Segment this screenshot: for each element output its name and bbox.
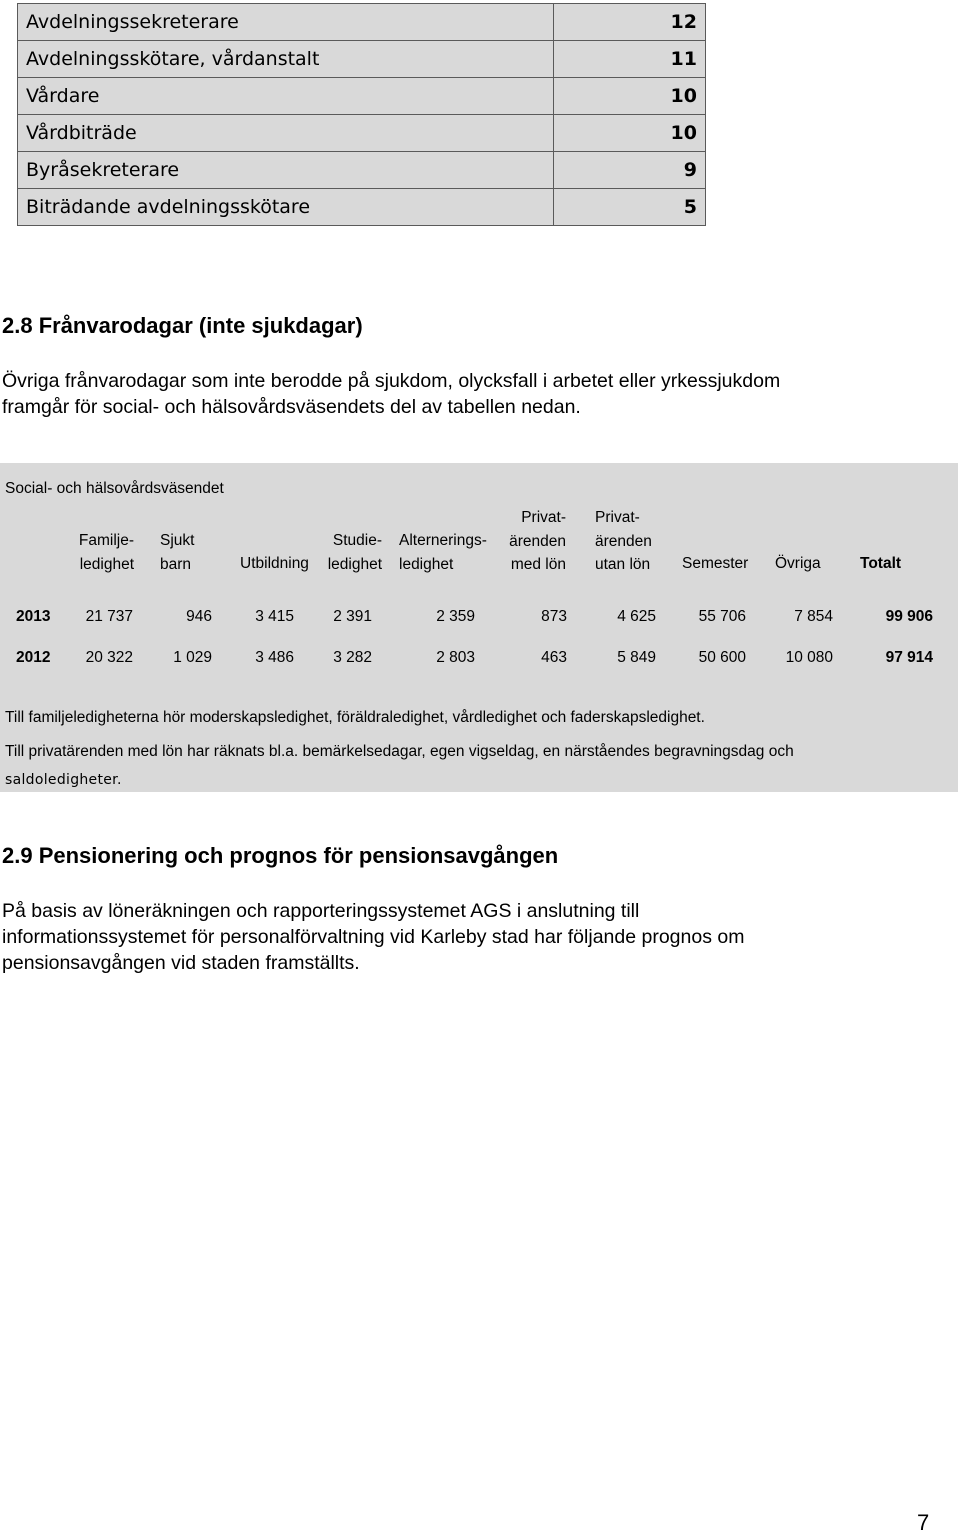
table-row: [18, 152, 706, 189]
header-utbildning: Utbildning: [240, 555, 309, 572]
header-sjukt-barn: Sjukt barn: [160, 532, 195, 573]
page-number: 7: [917, 1510, 930, 1535]
cell-privat-med: 873: [541, 608, 567, 625]
row-year: 2013: [16, 608, 51, 625]
cell-privat-utan: 4 625: [617, 608, 656, 625]
header-familje: Familje- ledighet: [78, 532, 134, 573]
table-row: [18, 78, 706, 115]
cell-totalt: 97 914: [885, 649, 933, 666]
section-2-9-text: [2, 898, 952, 976]
cell-utbildning: 3 415: [255, 608, 294, 625]
table-row: [18, 115, 706, 152]
occupation-name: Vårdbiträde: [18, 115, 554, 152]
section-heading-2-9: 2.9 Pensionering och prognos för pensionsavgången: [2, 843, 559, 868]
occupation-name: Avdelningsskötare, vårdanstalt: [18, 41, 554, 78]
cell-privat-utan: 5 849: [617, 649, 656, 666]
occupation-count: 5: [554, 189, 706, 226]
header-alternering: Alternerings- ledighet: [399, 532, 487, 573]
occupation-name: Avdelningssekreterare: [18, 4, 554, 41]
occupation-name: Byråsekreterare: [18, 152, 554, 189]
footnote-familjeledighet: Till familjeledigheterna hör moderskapsledighet, föräldraledighet, vårdledighet och faderskapsledighet.: [5, 709, 705, 726]
cell-totalt: 99 906: [885, 608, 933, 625]
cell-ovriga: 7 854: [794, 608, 833, 625]
header-privat-utan-lon: Privat- ärenden utan lön: [595, 509, 652, 573]
occupation-count: 10: [554, 78, 706, 115]
header-semester: Semester: [682, 555, 749, 572]
table-row: [18, 189, 706, 226]
cell-privat-med: 463: [541, 649, 567, 666]
text-line: Övriga frånvarodagar som inte berodde på sjukdom, olycksfall i arbetet eller yrkessjukdom: [2, 370, 781, 392]
cell-utbildning: 3 486: [255, 649, 294, 666]
cell-alternering: 2 803: [436, 649, 475, 666]
cell-semester: 50 600: [698, 649, 746, 666]
cell-sjukt: 946: [186, 608, 212, 625]
table-row: [18, 4, 706, 41]
occupation-count: 11: [554, 41, 706, 78]
header-privat-med-lon: Privat- ärenden med lön: [509, 509, 566, 573]
section-2-8-text: [2, 368, 952, 420]
cell-semester: 55 706: [698, 608, 746, 625]
stats-title: Social- och hälsovårdsväsendet: [5, 480, 224, 497]
footnote-saldoledigheter: saldoledigheter.: [5, 772, 122, 788]
cell-familje: 21 737: [85, 608, 133, 625]
header-ovriga: Övriga: [775, 555, 821, 572]
text-line: pensionsavgången vid staden framställts.: [2, 952, 360, 974]
occupation-count: 10: [554, 115, 706, 152]
occupation-name: Biträdande avdelningsskötare: [18, 189, 554, 226]
occupation-count: 9: [554, 152, 706, 189]
absence-stats-box: [0, 463, 958, 792]
section-heading-2-8: 2.8 Frånvarodagar (inte sjukdagar): [2, 313, 363, 338]
occupation-name: Vårdare: [18, 78, 554, 115]
text-line: framgår för social- och hälsovårdsväsendets del av tabellen nedan.: [2, 396, 581, 418]
cell-studie: 3 282: [333, 649, 372, 666]
cell-familje: 20 322: [85, 649, 133, 666]
cell-alternering: 2 359: [436, 608, 475, 625]
header-studie: Studie- ledighet: [327, 532, 382, 573]
header-totalt: Totalt: [860, 555, 902, 572]
cell-ovriga: 10 080: [785, 649, 833, 666]
footnote-privatarenden: Till privatärenden med lön har räknats bl.a. bemärkelsedagar, egen vigseldag, en närståendes begravningsdag och: [5, 743, 794, 760]
text-line: På basis av löneräkningen och rapporteringssystemet AGS i anslutning till: [2, 900, 640, 922]
table-row: [18, 41, 706, 78]
cell-sjukt: 1 029: [173, 649, 212, 666]
occupation-table: [17, 3, 706, 226]
cell-studie: 2 391: [333, 608, 372, 625]
occupation-count: 12: [554, 4, 706, 41]
row-year: 2012: [16, 649, 51, 666]
text-line: informationssystemet för personalförvaltning vid Karleby stad har följande prognos om: [2, 926, 745, 948]
